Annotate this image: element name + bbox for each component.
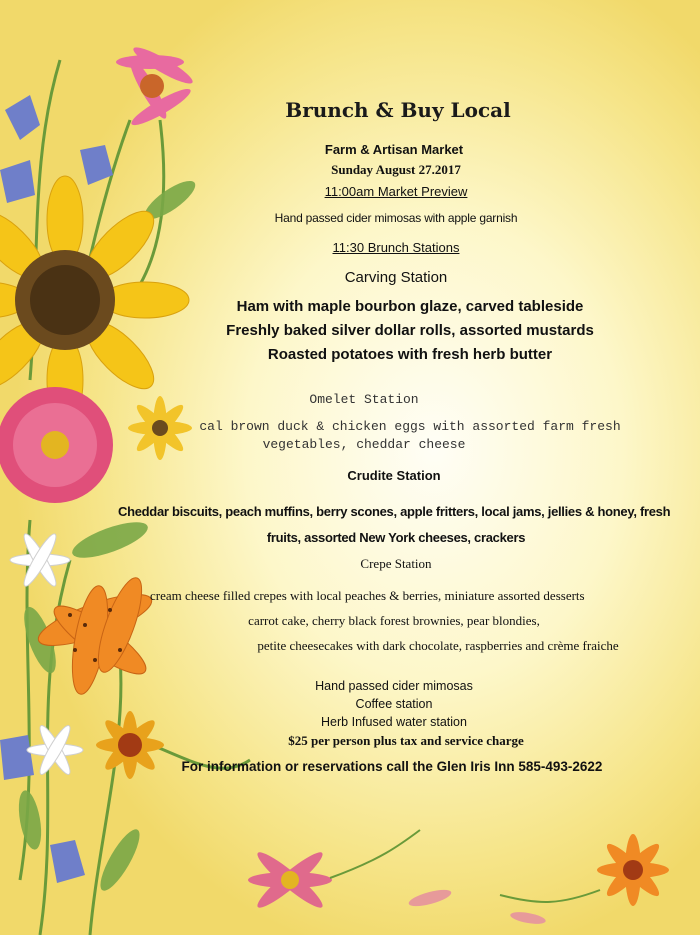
carving-station-heading: Carving Station: [344, 269, 448, 286]
omelet-line: vegetables, cheddar cheese: [262, 437, 466, 452]
crudite-station-heading: Crudite Station: [347, 468, 441, 483]
crepe-line: petite cheesecakes with dark chocolate, raspberries and crème fraiche: [257, 638, 619, 653]
flyer-title: Brunch & Buy Local: [285, 98, 511, 122]
bottom-right-gerbera-icon: [500, 834, 669, 906]
price-line: $25 per person plus tax and service charge: [288, 733, 524, 748]
carving-item: Ham with maple bourbon glaze, carved tableside: [236, 298, 584, 315]
omelet-station-heading: Omelet Station: [309, 392, 419, 407]
carving-item: Roasted potatoes with fresh herb butter: [267, 346, 553, 363]
brunch-time: 11:30 Brunch Stations: [332, 240, 460, 255]
bottom-pink-flower-icon: [248, 830, 420, 913]
crepe-line: cream cheese filled crepes with local peaches & berries, miniature assorted desserts: [150, 588, 585, 603]
extra-item: Hand passed cider mimosas: [315, 679, 473, 693]
event-date: Sunday August 27.2017: [331, 162, 461, 177]
crepe-station-heading: Crepe Station: [360, 556, 432, 571]
preview-time: 11:00am Market Preview: [324, 184, 468, 199]
omelet-line: cal brown duck & chicken eggs with assorted farm fresh: [199, 419, 621, 434]
crepe-line: carrot cake, cherry black forest brownies, pear blondies,: [248, 613, 540, 628]
extra-item: Coffee station: [355, 697, 433, 711]
preview-description: Hand passed cider mimosas with apple garnish: [274, 211, 518, 225]
crudite-line: Cheddar biscuits, peach muffins, berry scones, apple fritters, local jams, jellies & honey, fresh: [118, 504, 671, 519]
extra-item: Herb Infused water station: [321, 715, 467, 729]
carving-item: Freshly baked silver dollar rolls, assorted mustards: [226, 322, 594, 339]
crudite-line: fruits, assorted New York cheeses, crackers: [266, 530, 526, 545]
reservation-info: For information or reservations call the Glen Iris Inn 585-493-2622: [181, 759, 603, 774]
event-subtitle: Farm & Artisan Market: [324, 142, 464, 157]
scattered-petals: [407, 887, 546, 927]
